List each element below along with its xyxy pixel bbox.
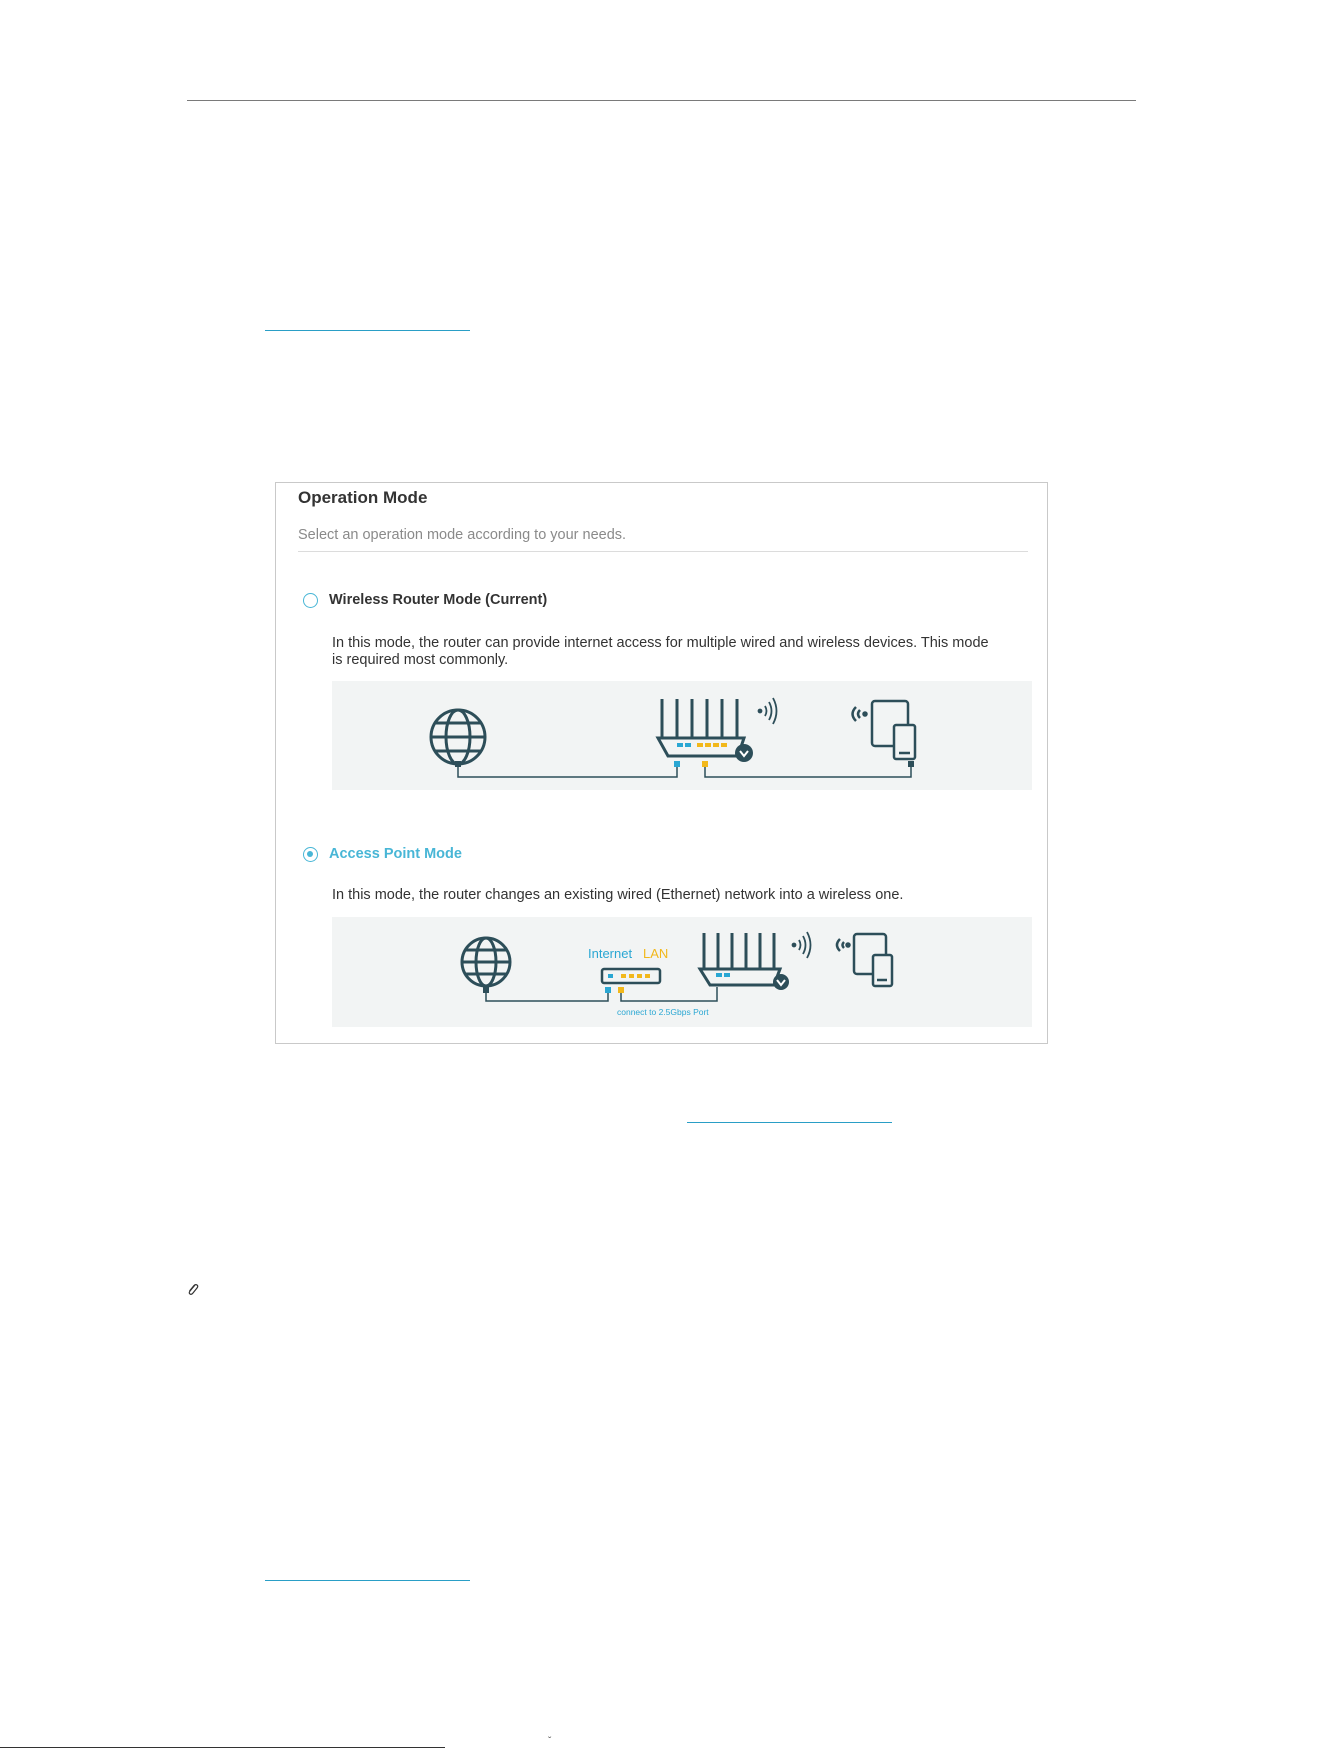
panel-subtitle: Select an operation mode according to your needs. bbox=[298, 527, 627, 543]
router-ports bbox=[677, 743, 727, 747]
label-wireless-router-mode[interactable]: Wireless Router Mode (Current) bbox=[329, 592, 548, 608]
download-badge-icon bbox=[773, 974, 789, 990]
router-icon bbox=[658, 699, 744, 756]
footer-rule bbox=[0, 1747, 445, 1748]
devices-icon bbox=[837, 934, 892, 986]
connection-lines bbox=[486, 987, 717, 1001]
operation-mode-panel bbox=[275, 482, 1048, 1044]
link-underline-2[interactable] bbox=[687, 1122, 892, 1123]
connection-lines bbox=[458, 764, 911, 777]
download-badge-icon bbox=[735, 744, 753, 762]
panel-divider bbox=[298, 551, 1028, 552]
router-icon bbox=[700, 933, 780, 985]
wifi-signal-icon bbox=[793, 932, 811, 958]
internet-label: Internet bbox=[588, 946, 633, 961]
wifi-signal-icon bbox=[759, 698, 777, 724]
header-rule bbox=[187, 100, 1136, 101]
paperclip-icon bbox=[186, 1282, 200, 1303]
desc-wireless-router-line2: is required most commonly. bbox=[332, 652, 509, 668]
footer-mark: ˇ bbox=[548, 1736, 552, 1747]
wireless-router-diagram bbox=[332, 681, 1032, 790]
link-underline-1[interactable] bbox=[265, 330, 470, 331]
label-access-point-mode[interactable]: Access Point Mode bbox=[329, 846, 462, 862]
globe-icon bbox=[431, 710, 485, 764]
link-underline-3[interactable] bbox=[265, 1580, 470, 1581]
globe-icon bbox=[462, 938, 510, 986]
radio-selected-dot bbox=[307, 851, 313, 857]
radio-access-point-mode[interactable] bbox=[303, 847, 318, 862]
desc-wireless-router-line1: In this mode, the router can provide internet access for multiple wired and wireless devices. This mode bbox=[332, 635, 989, 651]
desc-access-point: In this mode, the router changes an existing wired (Ethernet) network into a wireless one. bbox=[332, 887, 904, 903]
devices-icon bbox=[853, 701, 916, 759]
radio-wireless-router-mode[interactable] bbox=[303, 593, 318, 608]
lan-label: LAN bbox=[643, 946, 669, 961]
panel-title: Operation Mode bbox=[298, 488, 428, 507]
access-point-diagram bbox=[332, 917, 1032, 1027]
port-note: connect to 2.5Gbps Port bbox=[617, 1007, 709, 1017]
